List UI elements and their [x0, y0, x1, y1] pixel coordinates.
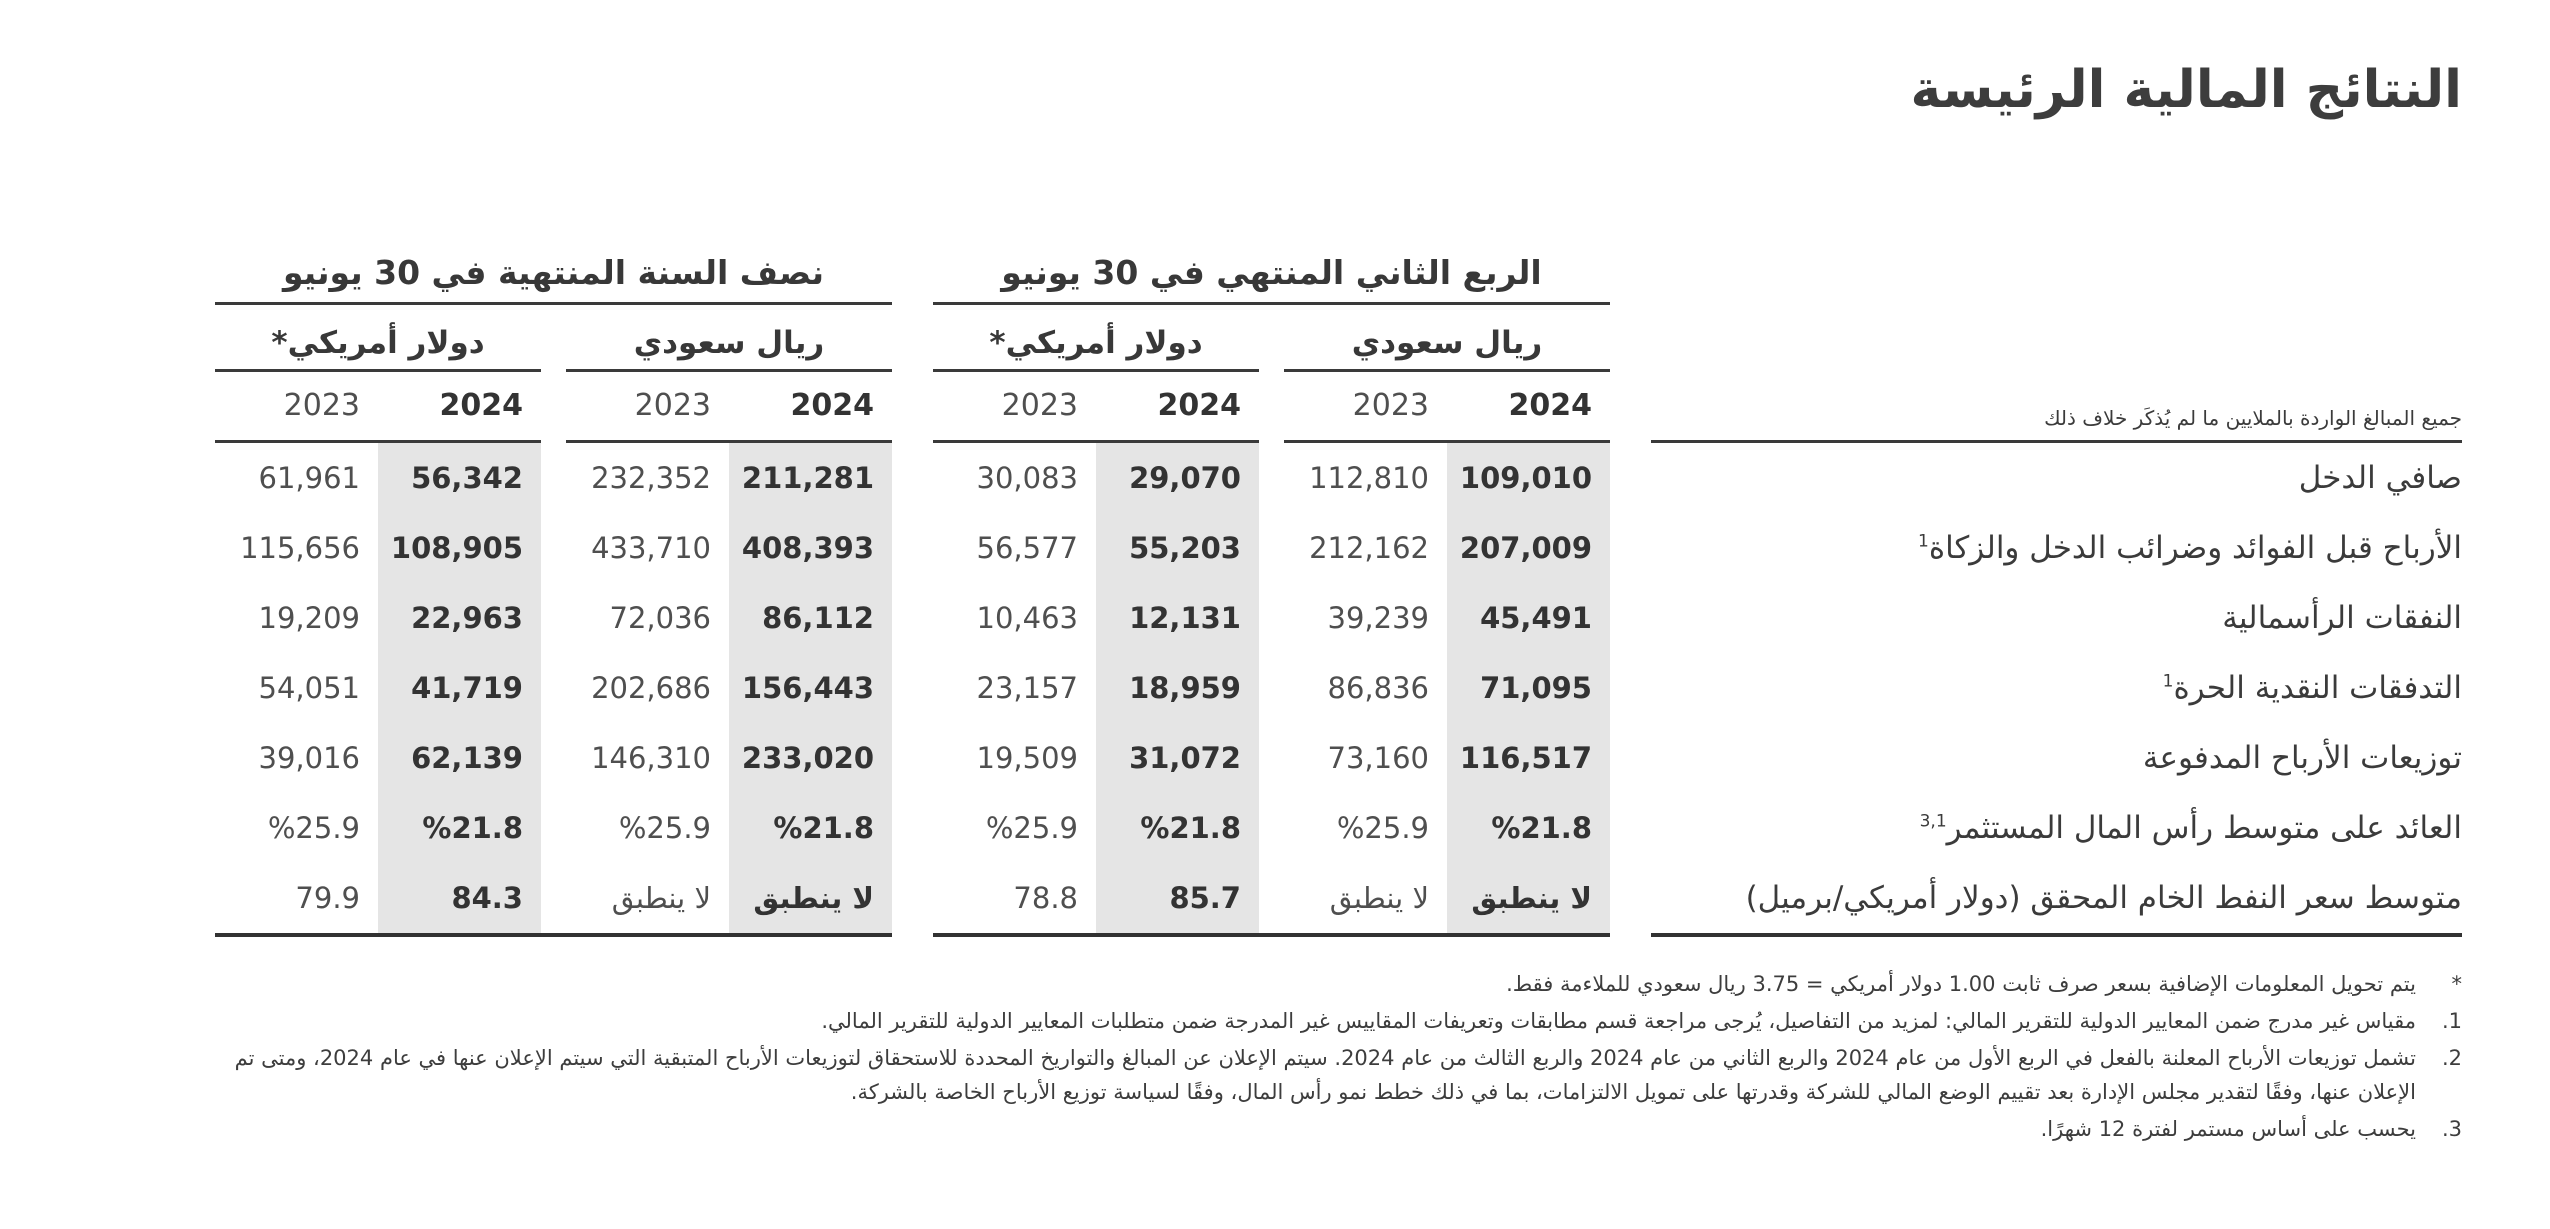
footnote	[215, 1041, 2462, 1109]
table-row	[933, 793, 1259, 863]
value-cell: 31,072	[1096, 723, 1259, 793]
footnote-text: تشمل توزيعات الأرباح المعلنة بالفعل في الربع الأول من عام 2024 والربع الثاني من عام 2024 والربع الثالث من عام 2024. سيتم الإعلان عن المبالغ والتواريخ المحددة للاستحقاق لتوزيعات الأرباح المتبقية التي سيتم الإعلان عنها في عام 2024، ومتى تم الإعلان عنها، وفقًا لتقدير مجلس الإدارة بعد تقييم الوضع المالي للشركة وقدرتها على تمويل الالتزامات، بما في ذلك خطط نمو رأس المال، وفقًا لسياسة توزيع الأرباح الخاصة بالشركة.	[234, 1046, 2416, 1105]
value-cell: 62,139	[378, 723, 541, 793]
table-row	[566, 723, 892, 793]
value-column	[215, 443, 541, 933]
q2-currency-pairs	[933, 305, 1610, 933]
value-cell: 146,310	[591, 741, 711, 775]
value-cell: 56,577	[976, 531, 1078, 565]
value-cell: 212,162	[1309, 531, 1429, 565]
pair-h1-sar	[566, 305, 892, 933]
row-label	[1651, 583, 2462, 653]
year-headers	[215, 372, 541, 440]
value-cell: 207,009	[1447, 513, 1610, 583]
table-row	[566, 583, 892, 653]
currency-header: ريال سعودي	[633, 325, 825, 361]
value-cell: 408,393	[729, 513, 892, 583]
table-row	[933, 513, 1259, 583]
footnote-text: يحسب على أساس مستمر لفترة 12 شهرًا.	[2040, 1117, 2416, 1142]
footnote-marker: *	[2451, 972, 2462, 996]
row-label	[1651, 443, 2462, 513]
table-row	[1284, 793, 1610, 863]
value-cell: 22,963	[378, 583, 541, 653]
row-label-text: صافي الدخل	[2298, 460, 2462, 496]
value-cell: 84.3	[378, 863, 541, 933]
divider	[1651, 933, 2462, 937]
footnote-ref: 1	[1918, 531, 1929, 552]
value-cell: %25.9	[1336, 811, 1429, 845]
year-header: 2024	[790, 388, 874, 423]
value-cell: لا ينطبق	[1329, 881, 1429, 915]
row-label-text: التدفقات النقدية الحرة	[2173, 670, 2462, 706]
value-cell: 61,961	[258, 461, 360, 495]
year-header: 2023	[1001, 388, 1078, 423]
year-headers	[1284, 372, 1610, 440]
value-cell: لا ينطبق	[729, 863, 892, 933]
footnote-text: يتم تحويل المعلومات الإضافية بسعر صرف ثابت 1.00 دولار أمريكي = 3.75 ريال سعودي للملاءمة فقط.	[1506, 972, 2416, 996]
footnote-marker: 1.	[2441, 1009, 2462, 1034]
value-cell: لا ينطبق	[611, 881, 711, 915]
pair-q2-sar	[1284, 305, 1610, 933]
value-column	[933, 443, 1259, 933]
period-header: الربع الثاني المنتهي في 30 يونيو	[1001, 253, 1542, 292]
value-cell: %21.8	[1447, 793, 1610, 863]
value-cell: %25.9	[267, 811, 360, 845]
value-cell: 19,209	[258, 601, 360, 635]
divider	[933, 933, 1610, 937]
pair-h1-usd	[215, 305, 541, 933]
footnote-marker: 3.	[2441, 1117, 2462, 1142]
year-headers	[566, 372, 892, 440]
value-cell: %25.9	[618, 811, 711, 845]
group-half-year	[215, 240, 892, 937]
year-headers	[933, 372, 1259, 440]
value-cell: 79.9	[295, 881, 360, 915]
value-cell: 29,070	[1096, 443, 1259, 513]
table-row	[1284, 443, 1610, 513]
footnote	[215, 967, 2462, 1001]
footnote-ref: 3,1	[1919, 811, 1947, 832]
value-cell: %21.8	[729, 793, 892, 863]
table-row	[215, 723, 541, 793]
value-cell: 109,010	[1447, 443, 1610, 513]
table-row	[566, 653, 892, 723]
value-cell: 108,905	[378, 513, 541, 583]
value-cell: 71,095	[1447, 653, 1610, 723]
table-row	[1284, 513, 1610, 583]
value-cell: 156,443	[729, 653, 892, 723]
value-cell: 12,131	[1096, 583, 1259, 653]
value-cell: 116,517	[1447, 723, 1610, 793]
footnotes	[215, 967, 2462, 1146]
row-label-text: النفقات الرأسمالية	[2222, 600, 2462, 636]
table-row	[215, 583, 541, 653]
value-cell: 202,686	[591, 671, 711, 705]
value-cell: %21.8	[378, 793, 541, 863]
row-label-text: متوسط سعر النفط الخام المحقق (دولار أمريكي/برميل)	[1745, 880, 2462, 916]
value-cell: 73,160	[1327, 741, 1429, 775]
table-row	[215, 443, 541, 513]
table-row	[933, 443, 1259, 513]
value-cell: 433,710	[591, 531, 711, 565]
year-header: 2024	[1508, 388, 1592, 423]
value-cell: 232,352	[591, 461, 711, 495]
value-cell: %25.9	[985, 811, 1078, 845]
value-column	[566, 443, 892, 933]
year-header: 2024	[439, 388, 523, 423]
value-cell: 23,157	[976, 671, 1078, 705]
table-row	[1284, 653, 1610, 723]
table-row	[933, 653, 1259, 723]
value-cell: 39,016	[258, 741, 360, 775]
table-row	[566, 443, 892, 513]
year-header: 2024	[1157, 388, 1241, 423]
table-row	[1284, 583, 1610, 653]
table-row	[215, 793, 541, 863]
half-year-currency-pairs	[215, 305, 892, 933]
row-label	[1651, 863, 2462, 933]
value-cell: 233,020	[729, 723, 892, 793]
divider	[215, 933, 892, 937]
footnote-ref: 1	[2162, 671, 2174, 692]
year-header: 2023	[283, 388, 360, 423]
year-header: 2023	[634, 388, 711, 423]
row-label	[1651, 513, 2462, 583]
table-scope-note: جميع المبالغ الواردة بالملايين ما لم يُذكَر خلاف ذلك	[2044, 406, 2462, 430]
value-cell: 56,342	[378, 443, 541, 513]
value-cell: 72,036	[609, 601, 711, 635]
footnote	[215, 1112, 2462, 1146]
row-label	[1651, 723, 2462, 793]
table-row	[566, 513, 892, 583]
value-cell: 86,836	[1327, 671, 1429, 705]
table-row	[933, 583, 1259, 653]
table-row	[215, 653, 541, 723]
table-row	[215, 863, 541, 933]
footnote-marker: 2.	[2441, 1046, 2462, 1071]
currency-header: دولار أمريكي*	[271, 325, 485, 361]
table-row	[566, 793, 892, 863]
row-labels	[1651, 443, 2462, 933]
value-cell: 10,463	[976, 601, 1078, 635]
value-cell: 45,491	[1447, 583, 1610, 653]
row-label	[1651, 653, 2462, 723]
value-cell: %21.8	[1096, 793, 1259, 863]
value-cell: 85.7	[1096, 863, 1259, 933]
value-cell: 86,112	[729, 583, 892, 653]
period-header: نصف السنة المنتهية في 30 يونيو	[282, 253, 825, 292]
table-row	[566, 863, 892, 933]
value-column	[1284, 443, 1610, 933]
value-cell: 211,281	[729, 443, 892, 513]
financial-results-table	[215, 240, 2462, 937]
value-cell: 78.8	[1013, 881, 1078, 915]
footnote-text: مقياس غير مدرج ضمن المعايير الدولية للتقرير المالي: لمزيد من التفاصيل، يُرجى مراجعة قسم مطابقات وتعريفات المقاييس غير المدرجة ضمن متطلبات المعايير الدولية للتقرير المالي.	[821, 1009, 2416, 1034]
year-header: 2023	[1352, 388, 1429, 423]
table-row	[1284, 723, 1610, 793]
value-cell: 55,203	[1096, 513, 1259, 583]
value-cell: 39,239	[1327, 601, 1429, 635]
row-label-text: الأرباح قبل الفوائد وضرائب الدخل والزكاة	[1928, 530, 2462, 566]
value-cell: 115,656	[240, 531, 360, 565]
value-cell: 30,083	[976, 461, 1078, 495]
row-label	[1651, 793, 2462, 863]
currency-header: دولار أمريكي*	[989, 325, 1203, 361]
table-row	[1284, 863, 1610, 933]
labels-column	[1651, 240, 2462, 937]
value-cell: 19,509	[976, 741, 1078, 775]
table-row	[933, 723, 1259, 793]
value-cell: لا ينطبق	[1447, 863, 1610, 933]
value-cell: 41,719	[378, 653, 541, 723]
table-row	[933, 863, 1259, 933]
footnote	[215, 1004, 2462, 1038]
table-row	[215, 513, 541, 583]
group-q2	[933, 240, 1610, 937]
row-label-text: توزيعات الأرباح المدفوعة	[2142, 740, 2462, 776]
currency-header: ريال سعودي	[1351, 325, 1543, 361]
pair-q2-usd	[933, 305, 1259, 933]
value-cell: 18,959	[1096, 653, 1259, 723]
labels-header-spacer	[1651, 240, 2462, 372]
value-cell: 54,051	[258, 671, 360, 705]
page-title: النتائج المالية الرئيسة	[1910, 60, 2462, 120]
row-label-text: العائد على متوسط رأس المال المستثمر	[1946, 810, 2462, 846]
value-cell: 112,810	[1309, 461, 1429, 495]
